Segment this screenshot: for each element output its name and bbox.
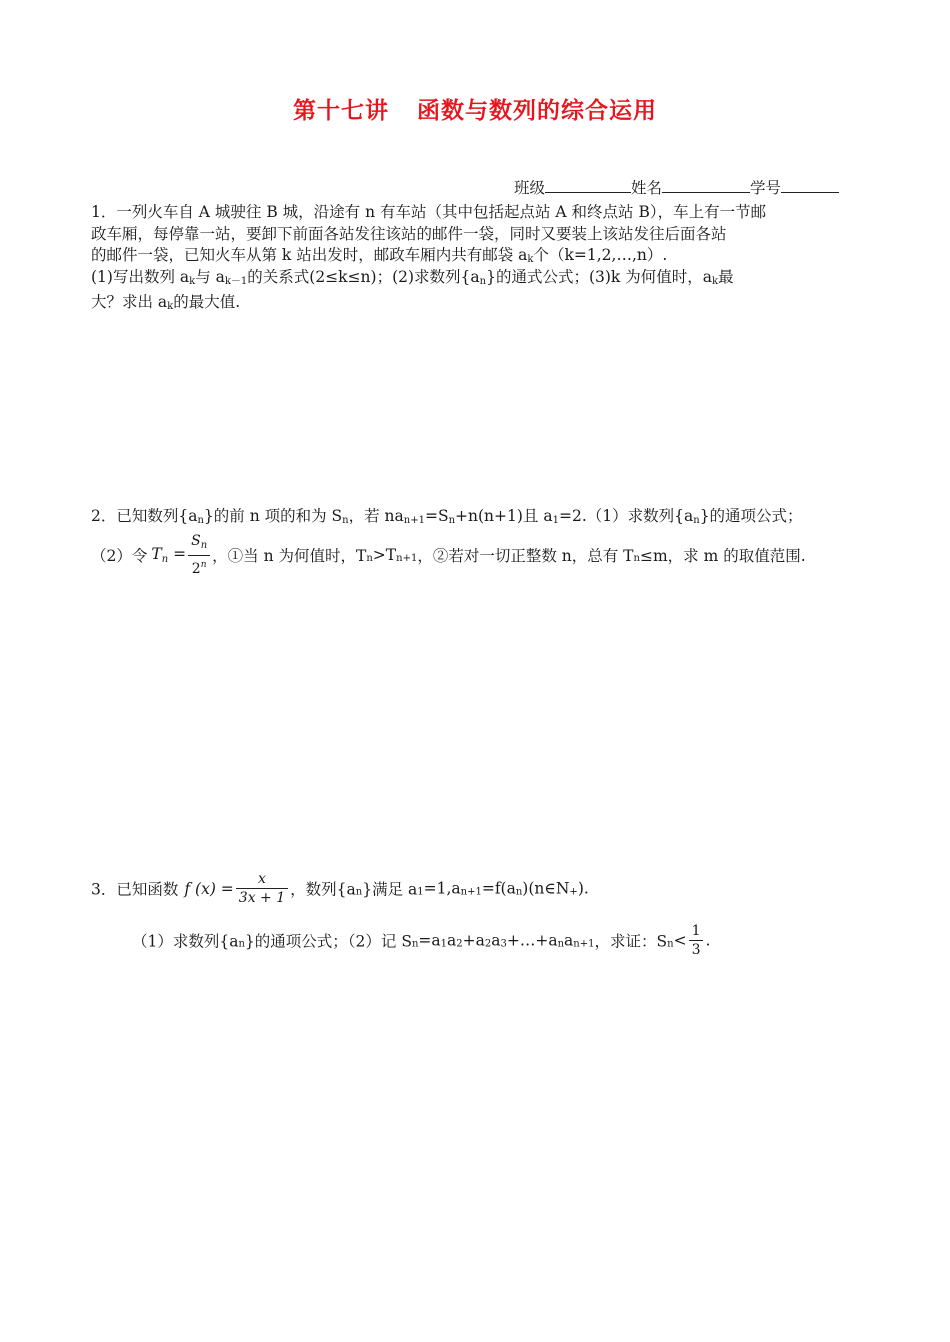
q2-line-2: （2）令 Tn = $\frac{S_n}{2^n}$ ，①当 n 为何值时，$T_n>T_{n+1}$，②若对一切正整数 n，总有 $T_n\le m$，求 m 的取值范围. xyxy=(91,533,806,577)
q3-line-2: （1）求数列$\{a_n\}$的通项公式；（2）记 $S_n=a_1a_2+a_2a_3+\dots+a_na_{n+1}$，求证：$S_n<$ $\frac{1}{3}$ . xyxy=(132,923,711,958)
id-blank[interactable] xyxy=(781,178,839,193)
q1-line-1: 1．一列火车自 A 城驶往 B 城，沿途有 n 有车站（其中包括起点站 A 和终点站 B），车上有一节邮 xyxy=(91,203,767,221)
q1-line-2: 政车厢，每停靠一站，要卸下前面各站发往该站的邮件一袋，同时又要装上该站发往后面各站 xyxy=(91,225,727,243)
class-label: 班级 xyxy=(514,179,546,197)
q1-line-4: (1)写出数列 $a_k$与 $a_{k-1}$的关系式(2≤k≤n)；(2)求数列$\{a_n\}$的通式公式；(3)k 为何值时，$a_k$最 xyxy=(91,268,734,287)
one-third-fraction: $\frac{1}{3}$ xyxy=(689,922,704,959)
q3-line-1: 3．已知函数 f (x) = $\frac{x}{3x + 1}$ ，数列$\{a_n\}$满足 $a_1=1,a_{n+1}=f(a_n)(n\in N_+)$. xyxy=(91,871,589,906)
name-blank[interactable] xyxy=(662,178,750,193)
x-over-3x-plus-1-fraction: $\frac{x}{3x + 1}$ xyxy=(236,870,288,907)
id-label: 学号 xyxy=(750,179,782,197)
title-topic: 函数与数列的综合运用 xyxy=(417,97,657,124)
function-f-expression: f (x) = xyxy=(184,879,234,898)
name-label: 姓名 xyxy=(631,179,663,197)
student-info-line xyxy=(514,176,839,198)
page-title xyxy=(0,92,950,125)
q2-line-1: 2．已知数列$\{a_n\}$的前 n 项的和为 $S_n$，若 $na_{n+1}=S_n+n(n+1)$且 $a_1=2.(1)$求数列$\{a_n\}$的通项公式； xyxy=(91,507,803,526)
q1-line-3: 的邮件一袋，已知火车从第 k 站出发时，邮政车厢内共有邮袋 $a_k$个（k=1,2,…,n）. xyxy=(91,246,668,265)
sn-over-2n-fraction: $\frac{S_n}{2^n}$ xyxy=(188,532,210,578)
class-blank[interactable] xyxy=(545,178,631,193)
q1-line-5: 大？求出 $a_k$的最大值. xyxy=(91,293,241,312)
tn-formula: Tn = xyxy=(151,545,187,565)
title-lecture-number: 第十七讲 xyxy=(293,97,389,124)
